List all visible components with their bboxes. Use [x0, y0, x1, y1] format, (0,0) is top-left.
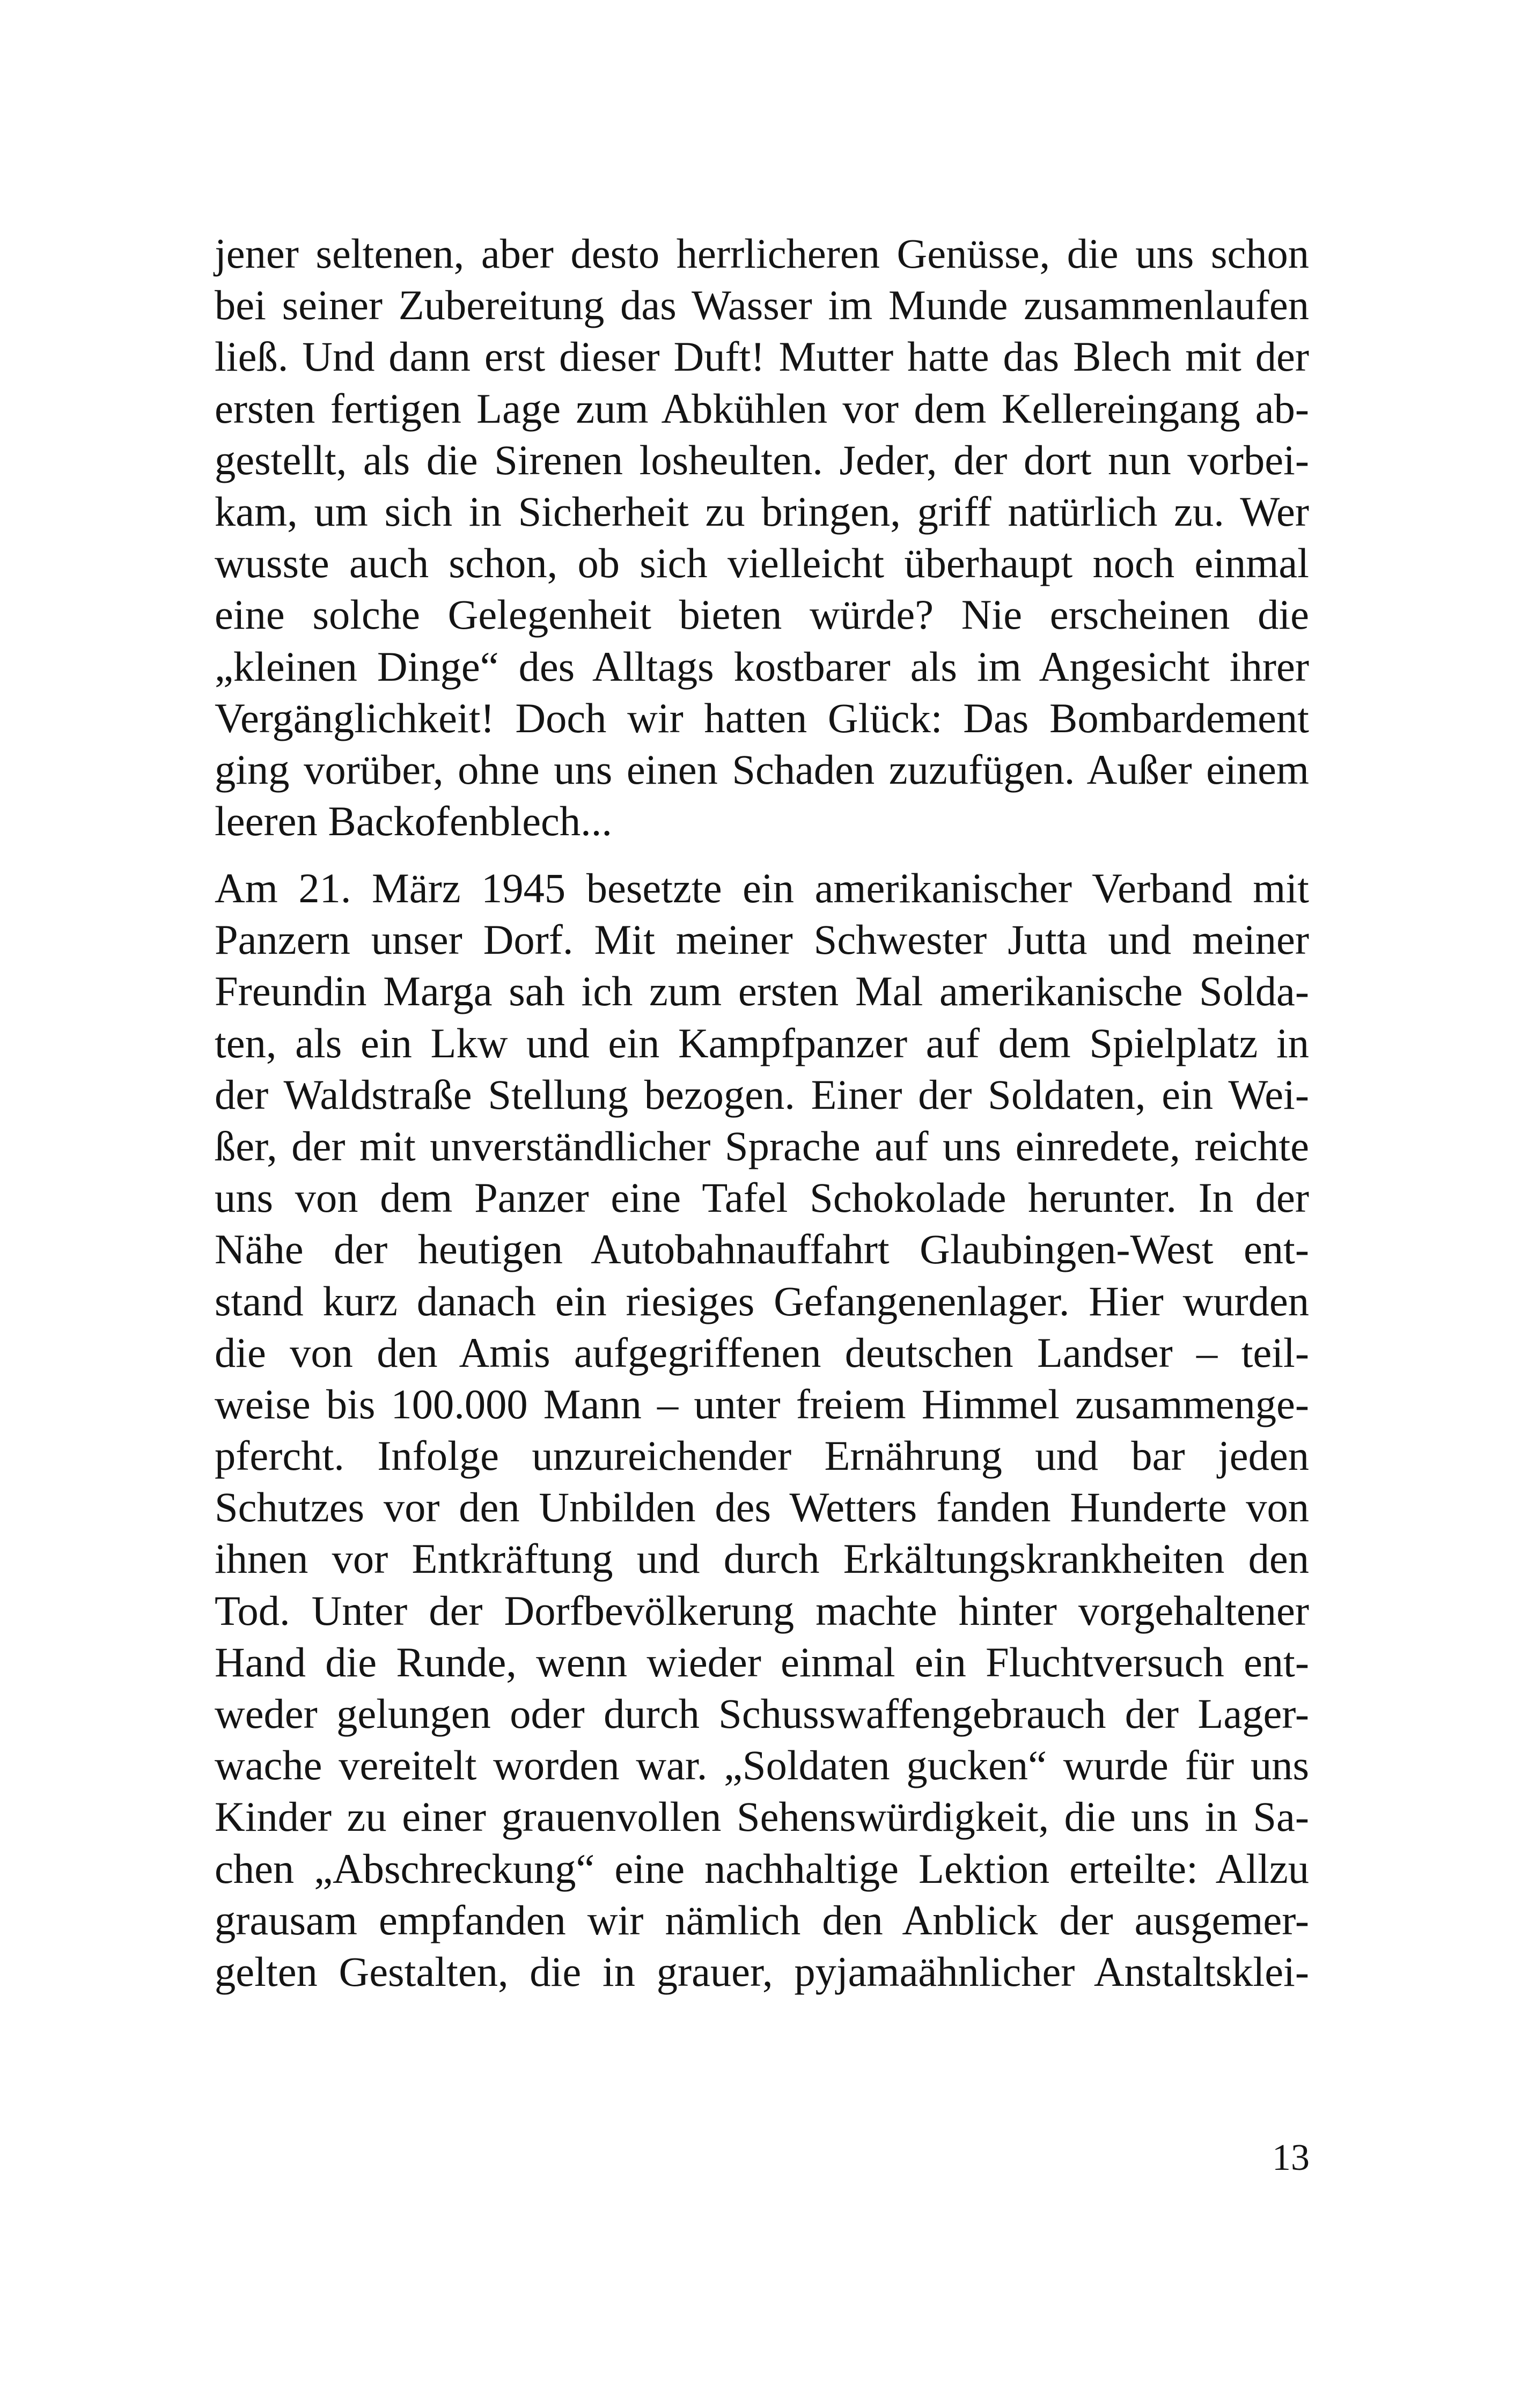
text-line: Hand die Runde, wenn wieder einmal ein Fluchtversuch ent-	[215, 1638, 1309, 1685]
text-line: stand kurz danach ein riesiges Gefangenenlager. Hier wurden	[215, 1277, 1309, 1324]
text-line: ging vorüber, ohne uns einen Schaden zuzufügen. Außer einem	[215, 746, 1309, 793]
paragraph-2	[215, 863, 1309, 1998]
text-line: Kinder zu einer grauenvollen Sehenswürdigkeit, die uns in Sa-	[215, 1793, 1309, 1840]
text-line: die von den Amis aufgegriffenen deutschen Landser – teil-	[215, 1329, 1309, 1376]
text-line: uns von dem Panzer eine Tafel Schokolade herunter. In der	[215, 1174, 1309, 1221]
text-line: weder gelungen oder durch Schusswaffengebrauch der Lager-	[215, 1690, 1309, 1737]
text-line: Freundin Marga sah ich zum ersten Mal amerikanische Solda-	[215, 968, 1309, 1015]
text-line: pfercht. Infolge unzureichender Ernährung und bar jeden	[215, 1432, 1309, 1479]
text-line: wache vereitelt worden war. „Soldaten gucken“ wurde für uns	[215, 1742, 1309, 1789]
text-line: weise bis 100.000 Mann – unter freiem Himmel zusammenge-	[215, 1380, 1309, 1427]
text-line: ßer, der mit unverständlicher Sprache auf uns einredete, reichte	[215, 1122, 1309, 1169]
text-line: kam, um sich in Sicherheit zu bringen, griff natürlich zu. Wer	[215, 488, 1309, 535]
text-line: ten, als ein Lkw und ein Kampfpanzer auf dem Spielplatz in	[215, 1019, 1309, 1066]
text-line: gelten Gestalten, die in grauer, pyjamaähnlicher Anstaltsklei-	[215, 1948, 1309, 1995]
text-line: leeren Backofenblech...	[215, 798, 612, 845]
text-line: Schutzes vor den Unbilden des Wetters fanden Hunderte von	[215, 1484, 1309, 1531]
text-line: Vergänglichkeit! Doch wir hatten Glück: Das Bombardement	[215, 694, 1309, 741]
text-line: gestellt, als die Sirenen losheulten. Jeder, der dort nun vorbei-	[215, 436, 1309, 483]
page-number: 13	[1272, 2137, 1310, 2178]
text-line: wusste auch schon, ob sich vielleicht überhaupt noch einmal	[215, 540, 1309, 587]
text-line: ließ. Und dann erst dieser Duft! Mutter hatte das Blech mit der	[215, 333, 1309, 380]
text-line: „kleinen Dinge“ des Alltags kostbarer als im Angesicht ihrer	[215, 643, 1309, 690]
text-line: Panzern unser Dorf. Mit meiner Schwester Jutta und meiner	[215, 916, 1309, 963]
text-line: Nähe der heutigen Autobahnauffahrt Glaubingen-West ent-	[215, 1226, 1309, 1273]
text-line: Tod. Unter der Dorfbevölkerung machte hinter vorgehaltener	[215, 1587, 1309, 1634]
text-line: ersten fertigen Lage zum Abkühlen vor dem Kellereingang ab-	[215, 385, 1309, 432]
text-line: ihnen vor Entkräftung und durch Erkältungskrankheiten den	[215, 1535, 1309, 1582]
text-line: chen „Abschreckung“ eine nachhaltige Lektion erteilte: Allzu	[215, 1845, 1309, 1892]
text-line: grausam empfanden wir nämlich den Anblick der ausgemer-	[215, 1896, 1309, 1943]
text-line: eine solche Gelegenheit bieten würde? Nie erscheinen die	[215, 591, 1309, 638]
text-line: Am 21. März 1945 besetzte ein amerikanischer Verband mit	[215, 865, 1309, 911]
text-line: der Waldstraße Stellung bezogen. Einer der Soldaten, ein Wei-	[215, 1071, 1309, 1118]
text-line: bei seiner Zubereitung das Wasser im Munde zusammenlaufen	[215, 282, 1309, 329]
text-line: jener seltenen, aber desto herrlicheren Genüsse, die uns schon	[215, 230, 1309, 277]
paragraph-1	[215, 228, 1309, 847]
